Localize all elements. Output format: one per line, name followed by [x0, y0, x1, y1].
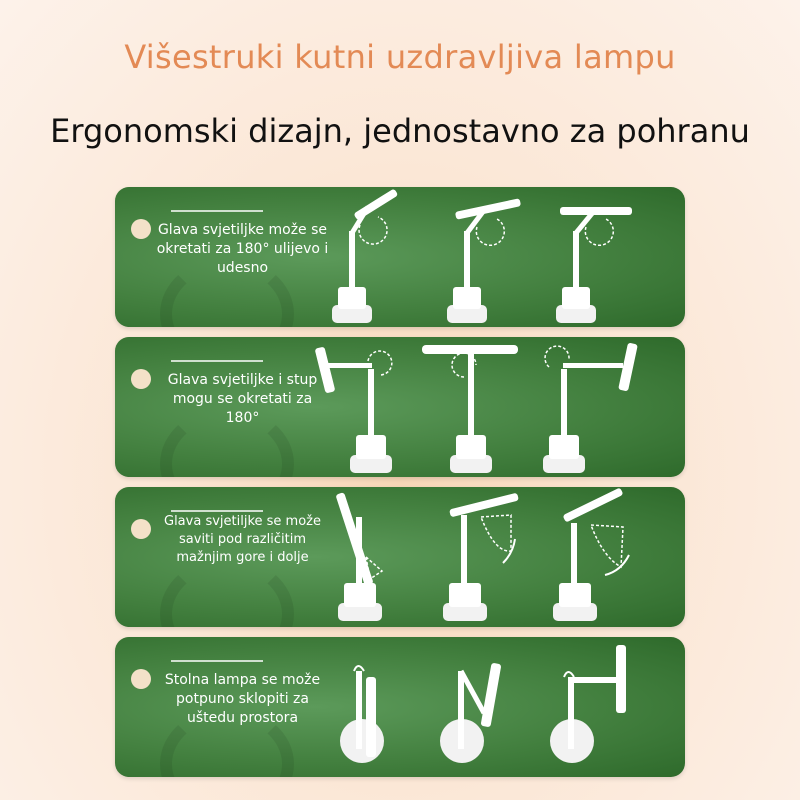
bullet-dot — [131, 369, 151, 389]
divider-line — [171, 210, 263, 212]
feature-panel-bend-head — [115, 487, 685, 627]
lamp-illustration-head-front — [420, 337, 540, 477]
lamp-illustration-left-turn — [320, 187, 440, 327]
feature-panel-fold-lamp — [115, 637, 685, 777]
feature-description: Stolna lampa se može potpuno sklopiti za uštedu prostora — [164, 672, 321, 726]
divider-line — [171, 660, 263, 662]
lamp-illustration-bend-down — [330, 487, 450, 627]
feature-panel-rotate-head-pole — [115, 337, 685, 477]
rotate-watermark-icon — [160, 557, 294, 627]
lamp-illustration-bend-up — [545, 487, 665, 627]
lamp-illustration-bend-mid — [435, 487, 555, 627]
feature-description: Glava svjetiljke i stup mogu se okretati za 180° — [167, 372, 318, 426]
feature-description: Glava svjetiljke može se okretati za 180° ulijevo i udesno — [156, 222, 329, 276]
bullet-dot — [131, 669, 151, 689]
bullet-dot — [131, 519, 151, 539]
lamp-illustration-center — [435, 187, 555, 327]
divider-line — [171, 510, 263, 512]
lamp-illustration-head-left — [310, 337, 430, 477]
feature-description: Glava svjetiljke se može saviti pod različitim mažnjim gore i dolje — [164, 514, 321, 565]
page-title: Višestruki kutni uzdravljiva lampu — [124, 38, 676, 76]
bullet-dot — [131, 219, 151, 239]
lamp-illustration-head-right — [535, 337, 655, 477]
divider-line — [171, 360, 263, 362]
lamp-illustration-unfolded — [540, 637, 660, 777]
lamp-illustration-right-turn — [550, 187, 670, 327]
feature-panel-rotate-head — [115, 187, 685, 327]
page-subtitle: Ergonomski dizajn, jednostavno za pohranu — [50, 112, 750, 150]
